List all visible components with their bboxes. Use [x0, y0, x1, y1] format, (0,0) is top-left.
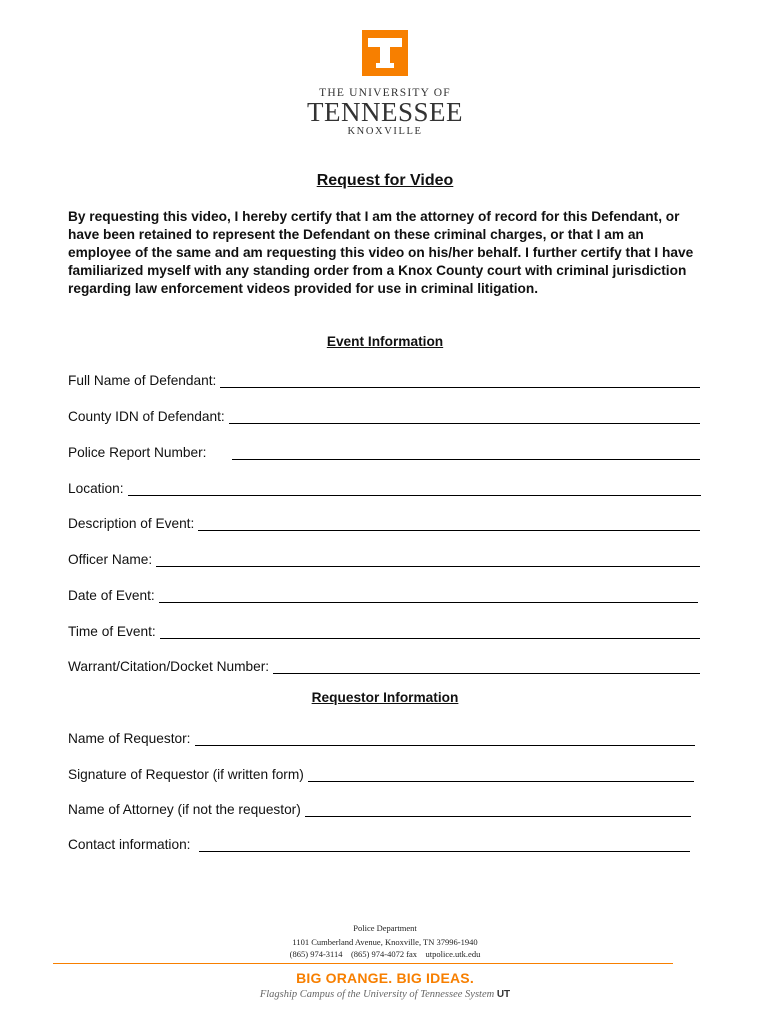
police-report-number-field[interactable] [68, 440, 700, 460]
field-label: Contact information: [68, 837, 191, 852]
field-label: Description of Event: [68, 516, 195, 531]
footer-divider [53, 963, 673, 964]
signature-of-requestor-field[interactable] [68, 762, 694, 782]
input-line[interactable] [229, 409, 700, 424]
county-idn-field[interactable] [68, 404, 700, 424]
footer-tagline: BIG ORANGE. BIG IDEAS. [296, 970, 474, 986]
requestor-information-heading: Requestor Information [311, 690, 459, 705]
input-line[interactable] [308, 767, 694, 782]
university-logo [0, 30, 770, 137]
contact-information-field[interactable] [68, 832, 690, 852]
field-label: Time of Event: [68, 624, 156, 639]
input-line[interactable] [220, 373, 700, 388]
field-label: Warrant/Citation/Docket Number: [68, 659, 270, 674]
warrant-citation-docket-field[interactable] [68, 654, 700, 674]
field-label: Signature of Requestor (if written form) [68, 767, 304, 782]
field-label: Police Report Number: [68, 445, 207, 460]
logo-line-1: THE UNIVERSITY OF [319, 87, 451, 99]
input-line[interactable] [199, 837, 691, 852]
event-information-heading: Event Information [326, 334, 444, 349]
logo-line-2: TENNESSEE [307, 97, 463, 127]
input-line[interactable] [195, 731, 696, 746]
field-label: Location: [68, 481, 124, 496]
flagship-text: Flagship Campus of the University of Tennessee System [259, 989, 495, 1000]
officer-name-field[interactable] [68, 547, 700, 567]
footer-flagship-line [0, 989, 770, 1000]
name-of-requestor-field[interactable] [68, 726, 695, 746]
field-label: County IDN of Defendant: [68, 409, 225, 424]
footer-address: 1101 Cumberland Avenue, Knoxville, TN 37996-1940 [292, 937, 478, 947]
input-line[interactable] [273, 659, 700, 674]
location-field[interactable] [68, 476, 701, 496]
input-line[interactable] [159, 588, 698, 603]
certification-paragraph: By requesting this video, I hereby certify that I am the attorney of record for this Defendant, or have been retained to represent the Defendant on these criminal charges, or that I am an employee of the same and am requesting this video on his/her behalf. I further certify that I have familiarized myself with any standing order from a Knox County court with criminal jurisdiction regarding law enforcement videos provided for use in criminal litigation. [68, 209, 694, 296]
footer-department: Police Department [353, 923, 417, 933]
input-line[interactable] [160, 624, 700, 639]
input-line[interactable] [305, 802, 691, 817]
date-of-event-field[interactable] [68, 583, 698, 603]
power-t-icon [362, 30, 408, 76]
time-of-event-field[interactable] [68, 619, 700, 639]
footer-contact: (865) 974-3114 (865) 974-4072 fax utpolice.utk.edu [289, 949, 481, 959]
field-label: Name of Requestor: [68, 731, 191, 746]
input-line[interactable] [128, 481, 701, 496]
input-line[interactable] [198, 516, 700, 531]
full-name-defendant-field[interactable] [68, 368, 700, 388]
description-of-event-field[interactable] [68, 511, 700, 531]
ut-mark-logo: UT [496, 989, 511, 1000]
logo-line-3: KNOXVILLE [347, 126, 423, 137]
document-title: Request for Video [316, 172, 454, 189]
input-line[interactable] [156, 552, 700, 567]
field-label: Date of Event: [68, 588, 155, 603]
field-label: Full Name of Defendant: [68, 373, 217, 388]
input-line[interactable] [232, 445, 700, 460]
field-label: Name of Attorney (if not the requestor) [68, 802, 301, 817]
name-of-attorney-field[interactable] [68, 797, 691, 817]
field-label: Officer Name: [68, 552, 153, 567]
